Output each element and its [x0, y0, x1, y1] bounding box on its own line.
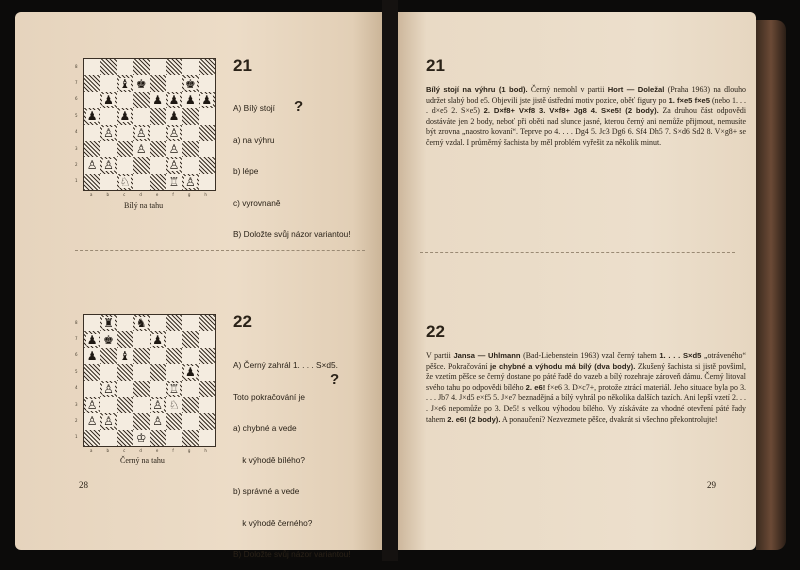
- board-square: [100, 331, 116, 347]
- board-square: [150, 348, 166, 364]
- board-square: [117, 75, 133, 91]
- board-square: [150, 108, 166, 124]
- board-square: [150, 141, 166, 157]
- solution-text: V partii Jansa — Uhlmann (Bad-Liebenstein 1963) vzal černý tahem 1. . . . S×d5 „otráveného“ pěšce. Pokračování je chybné a výhodu má bílý (dva body). Zkušený šachista si jistě povšiml, že vzetím pěšce se černý dostane po páté řadě do vazeb a bílý rozehraje zároveň dámu. Černý litoval svého tahu po odpovědi bílého 2. e6! f×e6 3. D×c7+, protože ztrácí materiál. Jeho situace byla po 3. . . . Jb7 4. J×d5 e×f5 5. J×e7 beznadějná a bílý vyhrál po několika dalších tazích. Ani lepší vzetí 2. . . . J×e6 nepomůže po 3. De5! s velkou výhodou bílého. Vy získáváte za vhodné otevření páté řady tahem 2. e6! (2 body). A ponaučení? Nezvezmete pěšce, dvakrát si všechno překontrolujte!: [426, 351, 747, 424]
- chess-piece: ♘: [119, 174, 131, 189]
- chess-piece: ♙: [135, 142, 147, 157]
- board-square: [133, 315, 149, 331]
- chess-piece: ♘: [168, 398, 180, 413]
- board-square: [166, 108, 182, 124]
- board-square: [133, 348, 149, 364]
- board-square: [150, 157, 166, 173]
- board-square: [199, 75, 215, 91]
- board-square: [84, 413, 100, 429]
- chess-piece: ♚: [103, 332, 114, 347]
- rank-label: 2: [75, 161, 78, 167]
- board-square: [182, 174, 198, 190]
- question-mark: ?: [294, 98, 304, 115]
- board-square: [166, 331, 182, 347]
- option-line: Toto pokračování je: [233, 391, 305, 402]
- board-square: [133, 364, 149, 380]
- chess-piece: ♝: [119, 76, 131, 91]
- rank-label: 4: [75, 385, 78, 391]
- chess-piece: ♙: [103, 158, 114, 173]
- option-line: a) chybné a vede: [233, 423, 297, 433]
- chess-piece: ♙: [86, 158, 98, 173]
- board-square: [133, 141, 149, 157]
- board-square: [182, 157, 198, 173]
- chess-piece: ♙: [152, 414, 164, 429]
- board-square: [182, 108, 198, 124]
- board-square: [199, 141, 215, 157]
- board-square: [100, 397, 116, 413]
- file-label: b: [106, 448, 110, 453]
- chess-piece: ♟: [119, 109, 131, 124]
- board-square: [199, 364, 215, 380]
- board-square: [100, 125, 116, 141]
- rank-label: 1: [75, 178, 78, 184]
- rank-label: 7: [75, 336, 78, 342]
- rank-label: 3: [75, 145, 78, 151]
- chess-piece: ♖: [168, 174, 180, 189]
- board-square: [133, 108, 149, 124]
- rank-label: 7: [75, 80, 78, 86]
- solution-number: 22: [426, 322, 445, 341]
- chess-piece: ♟: [152, 92, 164, 107]
- page-number: 29: [707, 480, 716, 490]
- chess-piece: ♙: [103, 125, 114, 140]
- file-label: e: [155, 192, 159, 197]
- chess-piece: ♟: [86, 332, 98, 347]
- problem-number: 22: [233, 312, 252, 331]
- section-divider: [420, 252, 735, 253]
- file-label: d: [139, 192, 142, 197]
- board-square: [150, 413, 166, 429]
- file-label: h: [204, 192, 207, 197]
- chess-piece: ♙: [168, 125, 180, 140]
- chess-piece: ♙: [103, 381, 114, 396]
- board-square: [84, 348, 100, 364]
- board-square: [100, 413, 116, 429]
- board-square: [117, 364, 133, 380]
- rank-label: 8: [75, 319, 78, 325]
- option-line: c) vyrovnaně: [233, 197, 281, 208]
- board-square: [84, 381, 100, 397]
- chess-piece: ♟: [168, 109, 180, 124]
- section-divider: [75, 250, 365, 251]
- board-square: [117, 331, 133, 347]
- rank-label: 1: [75, 434, 78, 440]
- board-square: [150, 92, 166, 108]
- board-square: [182, 141, 198, 157]
- board-square: [182, 125, 198, 141]
- file-label: g: [187, 192, 191, 197]
- chess-piece: ♙: [168, 158, 180, 173]
- board-square: [117, 141, 133, 157]
- solution-text: Bílý stojí na výhru (1 bod). Černý nemohl v partii Hort — Doležal (Praha 1963) na dlouho udržet slabý bod e5. Objevili jste jistě ústřední motiv pozice, oběť figury po 1. f×e5 f×e5 (nebo 1. . . . d×e5 2. S×e5) 2. D×f8+ V×f8 3. V×f8+ Jg8 4. S×e5! (2 body). Za druhou část odpovědi dostáváte jen 2 body, neboť při oběti nad slunce jasné, kterou černý ani nemůže přijmout, nemusíte být zrovna „naostro kovaní“. Teprve po 4. . . . Dg4 5. Jc3 Dg6 6. Sf4 Dh5 7. S×d6 Sd2 8. V×g8+ se černý vzdal. I průměrný šachista by měl problém vyřešit za několik minut.: [426, 85, 747, 147]
- board-square: [100, 157, 116, 173]
- board-square: [133, 397, 149, 413]
- board-square: [150, 125, 166, 141]
- board-square: [117, 59, 133, 75]
- board-square: [182, 397, 198, 413]
- board-square: [84, 174, 100, 190]
- board-square: [133, 157, 149, 173]
- board-square: [84, 157, 100, 173]
- board-square: [84, 331, 100, 347]
- board-square: [84, 315, 100, 331]
- board-square: [166, 364, 182, 380]
- rank-label: 5: [75, 112, 78, 118]
- board-square: [150, 174, 166, 190]
- board-square: [199, 430, 215, 446]
- board-square: [117, 381, 133, 397]
- diagram-caption: Černý na tahu: [120, 456, 165, 465]
- chess-piece: ♟: [185, 365, 196, 380]
- file-label: g: [187, 448, 191, 453]
- rank-label: 8: [75, 63, 78, 69]
- board-square: [182, 75, 198, 91]
- board-square: [117, 125, 133, 141]
- board-square: [199, 174, 215, 190]
- board-square: [199, 331, 215, 347]
- board-square: [199, 381, 215, 397]
- board-square: [100, 108, 116, 124]
- rank-labels: [75, 58, 81, 189]
- board-square: [182, 92, 198, 108]
- file-label: e: [155, 448, 159, 453]
- option-line: A) Bílý stojí: [233, 103, 275, 113]
- chessboard: [83, 314, 216, 447]
- option-line: b) lépe: [233, 166, 259, 176]
- board-square: [117, 92, 133, 108]
- board-square: [84, 75, 100, 91]
- board-square: [199, 108, 215, 124]
- chess-piece: ♙: [86, 414, 98, 429]
- solution-number: 21: [426, 56, 445, 75]
- chess-piece: ♜: [103, 316, 114, 331]
- rank-label: 6: [75, 96, 78, 102]
- board-square: [133, 174, 149, 190]
- board-square: [117, 397, 133, 413]
- board-square: [166, 125, 182, 141]
- board-square: [166, 59, 182, 75]
- file-label: a: [90, 448, 93, 453]
- option-line: k výhodě bílého?: [233, 454, 305, 465]
- chess-piece: ♝: [119, 348, 131, 363]
- board-square: [199, 413, 215, 429]
- chess-piece: ♟: [86, 109, 98, 124]
- option-line: a) na výhru: [233, 134, 275, 145]
- chess-piece: ♚: [185, 76, 196, 91]
- book-spine: [382, 0, 398, 561]
- file-label: b: [106, 192, 110, 197]
- chess-piece: ♙: [103, 414, 114, 429]
- board-square: [84, 59, 100, 75]
- board-square: [182, 364, 198, 380]
- rank-label: 3: [75, 401, 78, 407]
- board-square: [150, 430, 166, 446]
- board-square: [84, 364, 100, 380]
- board-square: [117, 413, 133, 429]
- board-square: [182, 413, 198, 429]
- board-square: [182, 348, 198, 364]
- board-square: [199, 125, 215, 141]
- rank-label: 5: [75, 368, 78, 374]
- board-square: [166, 141, 182, 157]
- board-square: [84, 397, 100, 413]
- board-square: [199, 59, 215, 75]
- board-square: [100, 381, 116, 397]
- chess-piece: ♙: [185, 174, 196, 189]
- board-square: [133, 75, 149, 91]
- chess-piece: ♚: [135, 76, 147, 91]
- board-square: [150, 364, 166, 380]
- board-square: [199, 157, 215, 173]
- board-square: [166, 75, 182, 91]
- chess-piece: ♟: [86, 348, 98, 363]
- chess-piece: ♔: [135, 430, 147, 445]
- option-line: B) Doložte svůj názor variantou!: [233, 229, 351, 239]
- file-label: a: [90, 192, 93, 197]
- chess-piece: ♟: [185, 92, 196, 107]
- board-square: [100, 430, 116, 446]
- option-line: k výhodě černého?: [233, 517, 313, 528]
- board-square: [150, 59, 166, 75]
- rank-labels: [75, 314, 81, 445]
- chess-piece: ♙: [152, 398, 164, 413]
- question-mark: ?: [330, 371, 340, 388]
- board-square: [199, 315, 215, 331]
- chess-piece: ♙: [86, 398, 98, 413]
- board-square: [133, 430, 149, 446]
- file-label: c: [123, 192, 126, 197]
- file-label: c: [123, 448, 126, 453]
- board-square: [100, 364, 116, 380]
- file-label: f: [172, 448, 174, 453]
- file-label: h: [204, 448, 207, 453]
- chess-piece: ♟: [103, 92, 114, 107]
- board-square: [166, 397, 182, 413]
- rank-label: 4: [75, 129, 78, 135]
- board-square: [166, 413, 182, 429]
- board-square: [133, 331, 149, 347]
- board-square: [133, 125, 149, 141]
- board-square: [100, 315, 116, 331]
- board-square: [150, 315, 166, 331]
- board-square: [182, 59, 198, 75]
- board-square: [117, 315, 133, 331]
- file-label: f: [172, 192, 174, 197]
- chess-piece: ♙: [135, 125, 147, 140]
- board-square: [166, 157, 182, 173]
- chess-piece: ♟: [168, 92, 180, 107]
- board-square: [133, 59, 149, 75]
- answer-options: [233, 82, 351, 250]
- file-labels: [83, 448, 214, 453]
- board-square: [199, 348, 215, 364]
- board-square: [117, 174, 133, 190]
- board-square: [84, 108, 100, 124]
- page-number: 28: [79, 480, 88, 490]
- board-square: [150, 331, 166, 347]
- rank-label: 2: [75, 417, 78, 423]
- board-square: [100, 92, 116, 108]
- problem-number: 21: [233, 56, 252, 75]
- board-square: [100, 348, 116, 364]
- board-square: [166, 315, 182, 331]
- board-square: [150, 75, 166, 91]
- board-square: [182, 331, 198, 347]
- board-square: [117, 157, 133, 173]
- board-square: [100, 75, 116, 91]
- option-line: A) Černý zahrál 1. . . . S×d5.: [233, 360, 338, 370]
- board-square: [84, 141, 100, 157]
- board-square: [100, 174, 116, 190]
- board-square: [199, 92, 215, 108]
- board-square: [150, 381, 166, 397]
- board-square: [117, 348, 133, 364]
- chess-piece: ♖: [168, 381, 180, 396]
- board-square: [100, 59, 116, 75]
- chessboard: [83, 58, 216, 191]
- chess-piece: ♟: [201, 92, 213, 107]
- board-square: [133, 92, 149, 108]
- option-line: B) Doložte svůj názor variantou!: [233, 549, 351, 559]
- board-square: [84, 125, 100, 141]
- board-square: [117, 430, 133, 446]
- board-square: [166, 174, 182, 190]
- file-label: d: [139, 448, 142, 453]
- board-square: [182, 430, 198, 446]
- board-square: [117, 108, 133, 124]
- board-square: [133, 413, 149, 429]
- board-square: [166, 92, 182, 108]
- page-edges: [756, 20, 786, 550]
- board-square: [150, 397, 166, 413]
- board-square: [182, 381, 198, 397]
- diagram-caption: Bílý na tahu: [124, 201, 164, 210]
- file-labels: [83, 192, 214, 197]
- chess-piece: ♙: [168, 142, 180, 157]
- board-square: [199, 397, 215, 413]
- board-square: [182, 315, 198, 331]
- board-square: [133, 381, 149, 397]
- board-square: [84, 430, 100, 446]
- board-square: [100, 141, 116, 157]
- option-line: b) správné a vede: [233, 486, 300, 496]
- rank-label: 6: [75, 352, 78, 358]
- board-square: [166, 430, 182, 446]
- board-square: [84, 92, 100, 108]
- board-square: [166, 381, 182, 397]
- chess-piece: ♞: [135, 316, 147, 331]
- chess-piece: ♟: [152, 332, 164, 347]
- board-square: [166, 348, 182, 364]
